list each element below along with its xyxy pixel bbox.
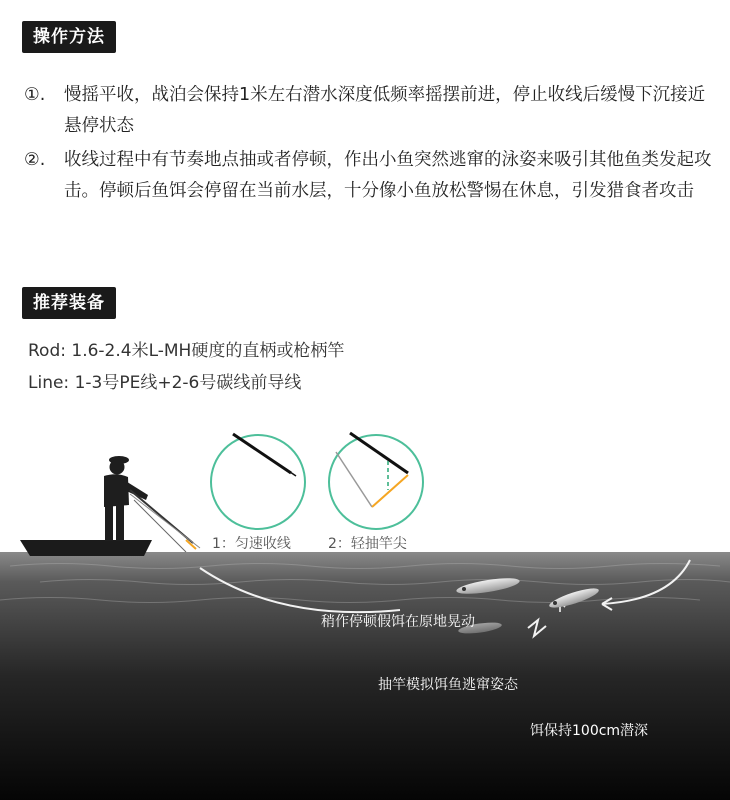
gear-line-value: 1-3号PE线+2-6号碳线前导线: [74, 373, 302, 393]
step-text-2: 收线过程中有节奏地点抽或者停顿，作出小鱼突然逃窜的泳姿来吸引其他鱼类发起攻击。停顿后鱼饵会停留在当前水层，十分像小鱼放松警惕在休息，引发猎食者攻击: [64, 150, 712, 201]
circle-uniform-retrieve: [211, 434, 305, 529]
gear-line-label: Line:: [28, 373, 70, 393]
step-text-1: 慢摇平收，战泊会保持1米左右潜水深度低频率摇摆前进，停止收线后缓慢下沉接近悬停状态: [64, 85, 706, 136]
step-number-2: ②.: [24, 150, 46, 170]
circle-light-twitch: [329, 433, 423, 529]
section-title-method: 操作方法: [22, 21, 116, 53]
boat: [20, 540, 152, 556]
section-title-gear: 推荐装备: [22, 287, 116, 319]
depth-label: 饵保持100cm潜深: [530, 723, 649, 739]
gear-rod-label: Rod:: [28, 341, 66, 361]
fishing-line-top: [130, 494, 200, 548]
twitch-label: 抽竿模拟饵鱼逃窜姿态: [378, 677, 518, 693]
pause-label: 稍作停顿假饵在原地晃动: [321, 614, 475, 630]
step-number-1: ①.: [24, 85, 46, 105]
water-body: [0, 552, 730, 800]
circle1-label: 1：匀速收线: [212, 536, 291, 552]
circle2-label: 2：轻抽竿尖: [328, 536, 407, 552]
gear-rod-value: 1.6-2.4米L-MH硬度的直柄或枪柄竿: [71, 341, 345, 361]
